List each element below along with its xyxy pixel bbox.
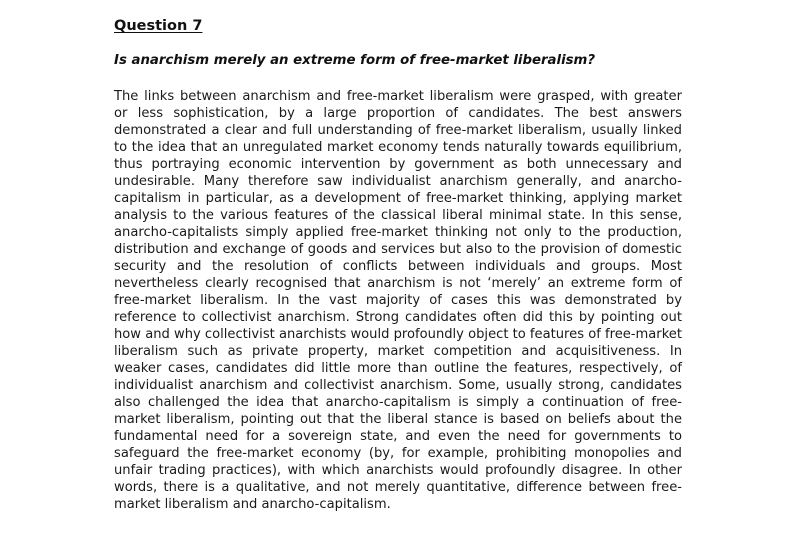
document-page xyxy=(114,16,682,513)
examiner-commentary-paragraph: The links between anarchism and free-market liberalism were grasped, with greater or less sophistication, by a large proportion of candidates. The best answers demonstrated a clear and full understanding of free-market liberalism, usually linked to the idea that an unregulated market economy tends naturally towards equilibrium, thus portraying economic intervention by government as both unnecessary and undesirable. Many therefore saw individualist anarchism generally, and anarcho-capitalism in particular, as a development of free-market thinking, applying market analysis to the various features of the classical liberal minimal state. In this sense, anarcho-capitalists simply applied free-market thinking not only to the production, distribution and exchange of goods and services but also to the provision of domestic security and the resolution of conflicts between individuals and groups. Most nevertheless clearly recognised that anarchism is not ‘merely’ an extreme form of free-market liberalism. In the vast majority of cases this was demonstrated by reference to collectivist anarchism. Strong candidates often did this by pointing out how and why collectivist anarchists would profoundly object to features of free-market liberalism such as private property, market competition and acquisitiveness. In weaker cases, candidates did little more than outline the features, respectively, of individualist anarchism and collectivist anarchism. Some, usually strong, candidates also challenged the idea that anarcho-capitalism is simply a continuation of free-market liberalism, pointing out that the liberal stance is based on beliefs about the fundamental need for a sovereign state, and even the need for governments to safeguard the free-market economy (by, for example, prohibiting monopolies and unfair trading practices), with which anarchists would profoundly disagree. In other words, there is a qualitative, and not merely quantitative, difference between free-market liberalism and anarcho-capitalism. xyxy=(114,89,682,512)
question-text: Is anarchism merely an extreme form of free-market liberalism? xyxy=(114,53,596,68)
question-heading: Question 7 xyxy=(114,18,203,34)
